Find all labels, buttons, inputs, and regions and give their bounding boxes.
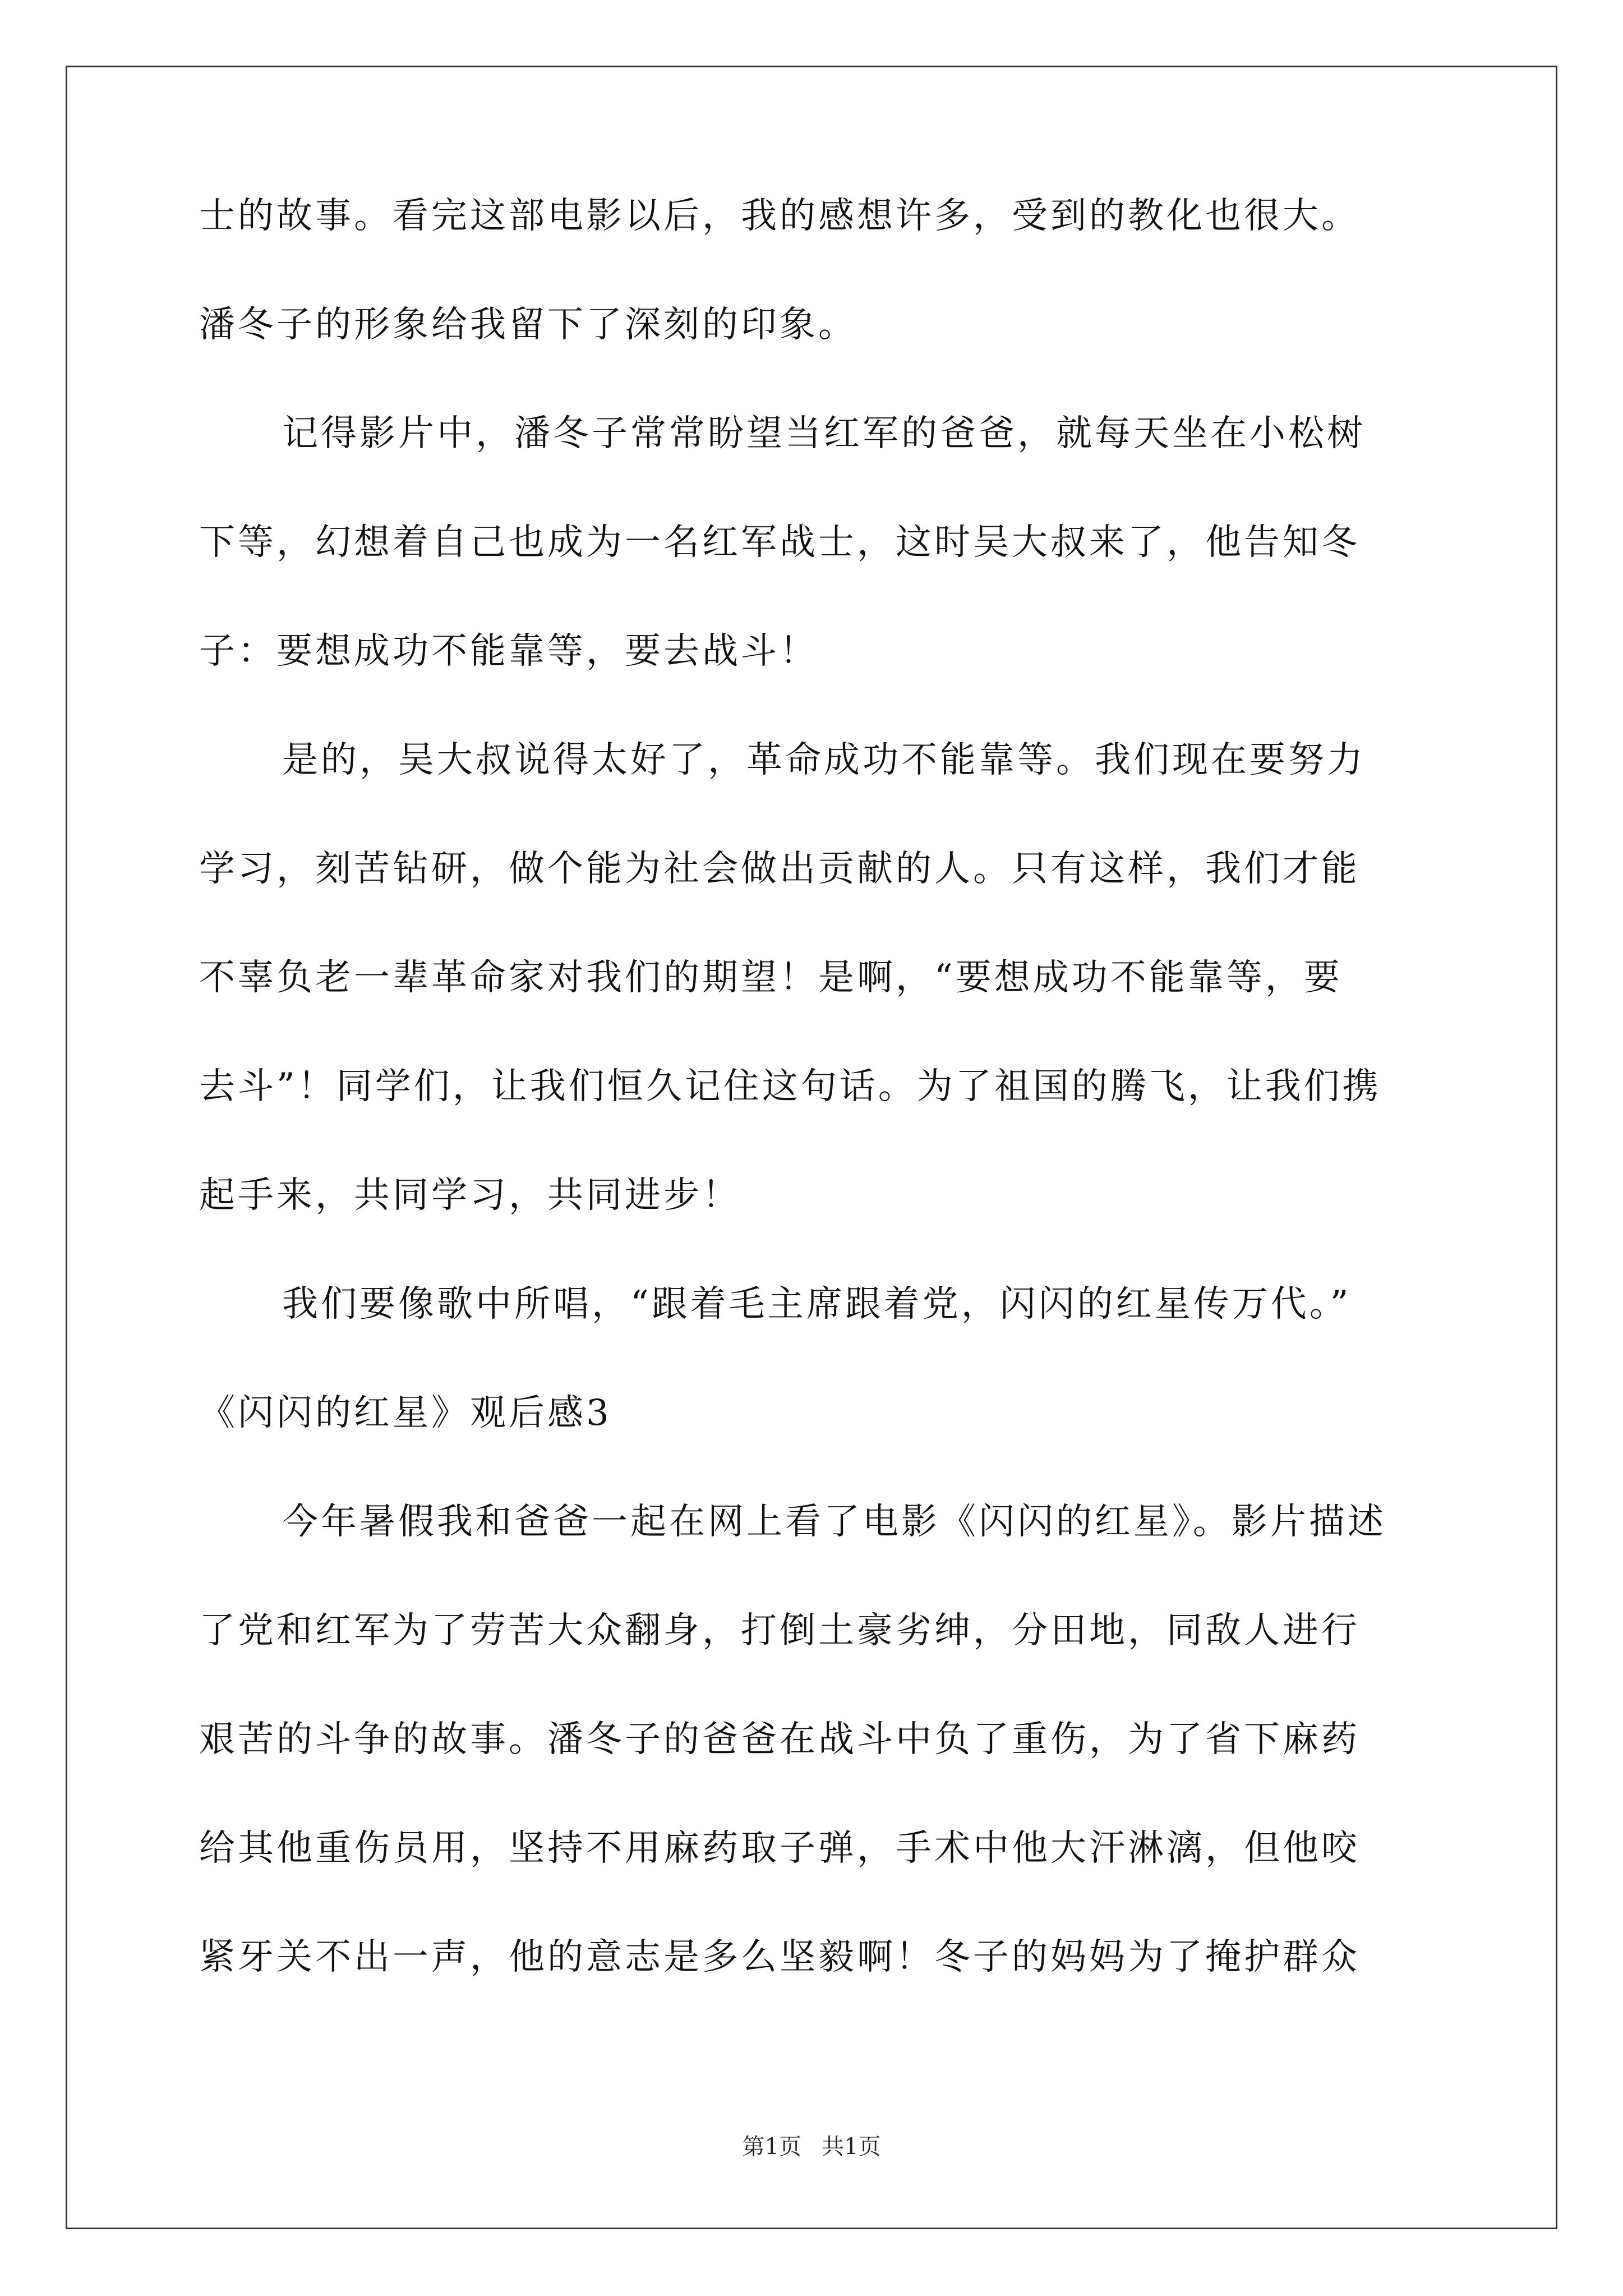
text-line: 给其他重伤员用，坚持不用麻药取子弹，手术中他大汗淋漓，但他咬 [199, 1828, 1360, 1869]
page-footer [0, 2129, 1623, 2161]
page-border [66, 66, 1557, 2229]
text-line: 紧牙关不出一声，他的意志是多么坚毅啊！冬子的妈妈为了掩护群众 [199, 1936, 1360, 1978]
text-line: 今年暑假我和爸爸一起在网上看了电影《闪闪的红星》。影片描述 [282, 1501, 1386, 1543]
text-line: 下等，幻想着自己也成为一名红军战士，这时吴大叔来了，他告知冬 [199, 522, 1360, 563]
text-line: 士的故事。看完这部电影以后，我的感想许多，受到的教化也很大。 [199, 195, 1360, 237]
text-line: 艰苦的斗争的故事。潘冬子的爸爸在战斗中负了重伤，为了省下麻药 [199, 1719, 1360, 1760]
page-number: 第1页 [742, 2134, 801, 2160]
text-line: 记得影片中，潘冬子常常盼望当红军的爸爸，就每天坐在小松树 [282, 413, 1366, 454]
text-line: 潘冬子的形象给我留下了深刻的印象。 [199, 304, 857, 346]
text-line: 学习，刻苦钻研，做个能为社会做出贡献的人。只有这样，我们才能 [199, 848, 1360, 890]
text-line: 子：要想成功不能靠等，要去战斗！ [199, 631, 818, 672]
text-line: 了党和红军为了劳苦大众翻身，打倒土豪劣绅，分田地，同敌人进行 [199, 1610, 1360, 1651]
text-line: 起手来，共同学习，共同进步！ [199, 1175, 741, 1216]
text-line: 不辜负老一辈革命家对我们的期望！是啊，“要想成功不能靠等，要 [199, 957, 1343, 999]
text-line: 是的，吴大叔说得太好了，革命成功不能靠等。我们现在要努力 [282, 739, 1366, 781]
text-line: 去斗”！同学们，让我们恒久记住这句话。为了祖国的腾飞，让我们携 [199, 1066, 1381, 1107]
page-total: 共1页 [822, 2134, 881, 2160]
text-line: 我们要像歌中所唱，“跟着毛主席跟着党，闪闪的红星传万代。” [282, 1283, 1352, 1325]
section-heading: 《闪闪的红星》观后感3 [199, 1392, 612, 1434]
